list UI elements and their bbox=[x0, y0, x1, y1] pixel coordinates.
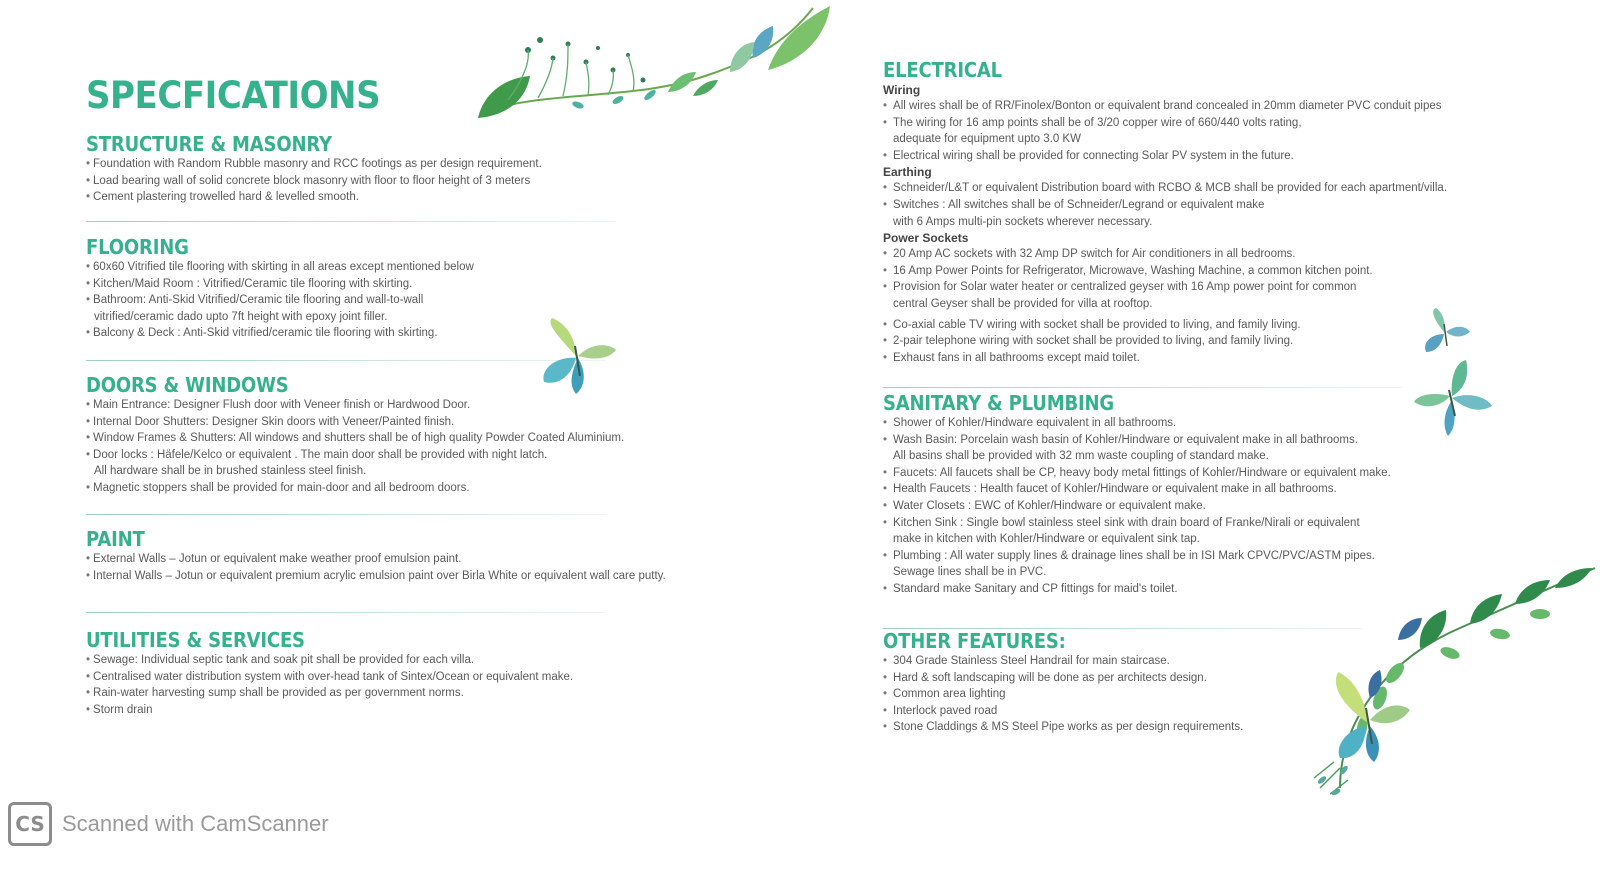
list-item: • 304 Grade Stainless Steel Handrail for main staircase. bbox=[883, 653, 1243, 670]
list-item: • 60x60 Vitrified tile flooring with skirting in all areas except mentioned below bbox=[86, 259, 474, 276]
list-item: • Internal Door Shutters: Designer Skin doors with Veneer/Painted finish. bbox=[86, 414, 624, 431]
list-item: • Hard & soft landscaping will be done as per architects design. bbox=[883, 670, 1243, 687]
list-item: • Health Faucets : Health faucet of Kohler/Hindware or equivalent make in all bathrooms. bbox=[883, 481, 1391, 498]
page-title: SPECFICATIONS bbox=[86, 74, 381, 117]
list-item: • The wiring for 16 amp points shall be of 3/20 copper wire of 660/440 volts rating, adequate for equipment upto 3.0 KW bbox=[883, 115, 1447, 148]
list-item: • Faucets: All faucets shall be CP, heavy body metal fittings of Kohler/Hindware or equivalent make. bbox=[883, 465, 1391, 482]
list-item: • Main Entrance: Designer Flush door with Veneer finish or Hardwood Door. bbox=[86, 397, 624, 414]
section-heading: DOORS & WINDOWS bbox=[86, 373, 289, 397]
list-item: • Provision for Solar water heater or centralized geyser with 16 Amp power point for common central Geyser shall be provided for villa at rooftop. bbox=[883, 279, 1447, 312]
list-item: • Water Closets : EWC of Kohler/Hindware or equivalent make. bbox=[883, 498, 1391, 515]
list-item: • Storm drain bbox=[86, 702, 573, 719]
list-item: • All wires shall be of RR/Finolex/Bonton or equivalent brand concealed in 20mm diameter PVC conduit pipes bbox=[883, 98, 1447, 115]
camscanner-logo-icon: CS bbox=[8, 802, 52, 846]
list-item: • Kitchen Sink : Single bowl stainless steel sink with drain board of Franke/Nirali or equivalent make in kitchen with Kohler/Hindware or equivalent sink tap. bbox=[883, 515, 1391, 548]
section-other-features bbox=[883, 629, 1243, 736]
list-item: • Interlock paved road bbox=[883, 703, 1243, 720]
list-item: • Standard make Sanitary and CP fittings for maid's toilet. bbox=[883, 581, 1391, 598]
list-item: • Load bearing wall of solid concrete block masonry with floor to floor height of 3 meters bbox=[86, 173, 542, 190]
list-item: • Magnetic stoppers shall be provided for main-door and all bedroom doors. bbox=[86, 480, 624, 497]
list-item: • 20 Amp AC sockets with 32 Amp DP switch for Air conditioners in all bedrooms. bbox=[883, 246, 1447, 263]
watermark-text: Scanned with CamScanner bbox=[62, 811, 329, 836]
list-item: • Foundation with Random Rubble masonry and RCC footings as per design requirement. bbox=[86, 156, 542, 173]
butterfly-icon bbox=[1420, 306, 1472, 358]
list-item: • Cement plastering trowelled hard & levelled smooth. bbox=[86, 189, 542, 206]
section-heading: FLOORING bbox=[86, 235, 189, 259]
leaf-branch-icon bbox=[468, 0, 838, 130]
list-item: • Exhaust fans in all bathrooms except maid toilet. bbox=[883, 350, 1447, 367]
list-item: • Rain-water harvesting sump shall be provided as per government norms. bbox=[86, 685, 573, 702]
section-divider bbox=[86, 221, 616, 222]
butterfly-icon bbox=[1412, 356, 1494, 438]
list-item: • Wash Basin: Porcelain wash basin of Kohler/Hindware or equivalent make in all bathrooms. All basins shall be provided with 32 mm waste coupling of standard make. bbox=[883, 432, 1391, 465]
list-item: • Bathroom: Anti-Skid Vitrified/Ceramic tile flooring and wall-to-wall vitrified/ceramic dado upto 7ft height with epoxy joint filler. bbox=[86, 292, 474, 325]
list-item: • Shower of Kohler/Hindware equivalent in all bathrooms. bbox=[883, 415, 1391, 432]
subheading-wiring: Wiring bbox=[883, 83, 921, 97]
list-item: • 16 Amp Power Points for Refrigerator, Microwave, Washing Machine, a common kitchen point. bbox=[883, 263, 1447, 280]
section-heading: SANITARY & PLUMBING bbox=[883, 391, 1115, 415]
section-heading: ELECTRICAL bbox=[883, 58, 1002, 82]
camscanner-watermark bbox=[8, 802, 329, 846]
section-divider bbox=[86, 360, 606, 361]
section-divider bbox=[86, 514, 606, 515]
list-item: • Sewage: Individual septic tank and soak pit shall be provided for each villa. bbox=[86, 652, 573, 669]
list-item: • Balcony & Deck : Anti-Skid vitrified/ceramic tile flooring with skirting. bbox=[86, 325, 474, 342]
subheading-power-sockets: Power Sockets bbox=[883, 231, 969, 246]
section-structure-masonry bbox=[86, 132, 542, 206]
section-paint bbox=[86, 527, 666, 584]
list-item: • Electrical wiring shall be provided for connecting Solar PV system in the future. bbox=[883, 148, 1447, 165]
section-electrical bbox=[883, 58, 1447, 366]
section-heading: UTILITIES & SERVICES bbox=[86, 628, 305, 652]
section-utilities-services bbox=[86, 628, 573, 718]
leaf-wreath-icon bbox=[1300, 548, 1600, 798]
list-item: • Door locks : Häfele/Kelco or equivalent . The main door shall be provided with night latch. All hardware shall be in brushed stainless steel finish. bbox=[86, 447, 624, 480]
section-heading: PAINT bbox=[86, 527, 145, 551]
list-item: • 2-pair telephone wiring with socket shall be provided to living, and family living. bbox=[883, 333, 1447, 350]
list-item: • Co-axial cable TV wiring with socket shall be provided to living, and family living. bbox=[883, 317, 1447, 334]
list-item: • Window Frames & Shutters: All windows and shutters shall be of high quality Powder Coated Aluminium. bbox=[86, 430, 624, 447]
section-flooring bbox=[86, 235, 474, 342]
section-heading: OTHER FEATURES: bbox=[883, 629, 1066, 653]
subheading-earthing: Earthing bbox=[883, 165, 932, 180]
list-item: • Schneider/L&T or equivalent Distribution board with RCBO & MCB shall be provided for each apartment/villa. bbox=[883, 180, 1447, 197]
section-divider bbox=[883, 387, 1403, 388]
section-divider bbox=[883, 628, 1363, 629]
list-item: • External Walls – Jotun or equivalent make weather proof emulsion paint. bbox=[86, 551, 666, 568]
section-divider bbox=[86, 612, 606, 613]
list-item: • Switches : All switches shall be of Schneider/Legrand or equivalent make with 6 Amps multi-pin sockets wherever necessary. bbox=[883, 197, 1447, 230]
list-item: • Internal Walls – Jotun or equivalent premium acrylic emulsion paint over Birla White or equivalent wall care putty. bbox=[86, 568, 666, 585]
list-item: • Stone Claddings & MS Steel Pipe works as per design requirements. bbox=[883, 719, 1243, 736]
section-heading: STRUCTURE & MASONRY bbox=[86, 132, 332, 156]
list-item: • Plumbing : All water supply lines & drainage lines shall be in ISI Mark CPVC/PVC/ASTM pipes. Sewage lines shall be in PVC. bbox=[883, 548, 1391, 581]
list-item: • Centralised water distribution system with over-head tank of Sintex/Ocean or equivalent make. bbox=[86, 669, 573, 686]
list-item: • Kitchen/Maid Room : Vitrified/Ceramic tile flooring with skirting. bbox=[86, 276, 474, 293]
butterfly-icon bbox=[538, 316, 620, 396]
list-item: • Common area lighting bbox=[883, 686, 1243, 703]
